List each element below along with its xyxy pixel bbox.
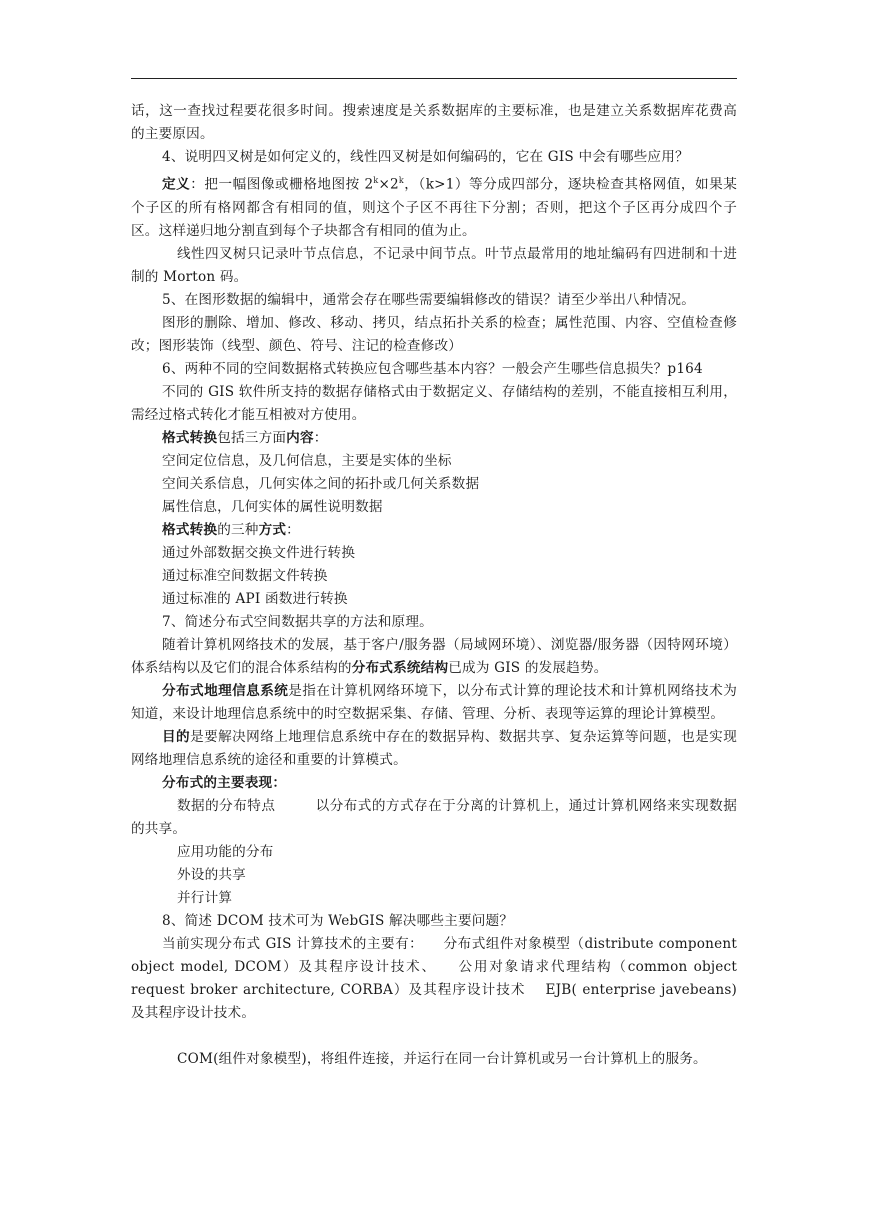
q6-content-item-1: 空间定位信息，及几何信息，主要是实体的坐标 (162, 452, 452, 469)
q6-content-item-3: 属性信息，几何实体的属性说明数据 (162, 498, 383, 515)
q7-expressions-heading: 分布式的主要表现： (162, 774, 287, 791)
q7-expression-3: 外设的共享 (177, 866, 246, 883)
q6-method-heading: 格式转换的三种方式： (162, 521, 300, 538)
header-rule (131, 78, 737, 79)
question-8: 8、简述 DCOM 技术可为 WebGIS 解决哪些主要问题？ (162, 912, 514, 929)
q4-definition-label: 定义 (162, 176, 191, 193)
q8-com: COM(组件对象模型)，将组件连接，并运行在同一台计算机或另一台计算机上的服务。 (177, 1050, 707, 1067)
q4-linear-quadtree: 线性四叉树只记录叶节点信息，不记录中间节点。叶节点最常用的地址编码有四进制和十进制的 Morton 码。 (131, 245, 737, 285)
question-4: 4、说明四叉树是如何定义的，线性四叉树是如何编码的，它在 GIS 中会有哪些应用？ (162, 149, 689, 165)
q7-paragraph-3: 目的是要解决网络上地理信息系统中存在的数据异构、数据共享、复杂运算等问题，也是实现网络地理信息系统的途径和重要的计算模式。 (131, 728, 737, 768)
blank-line (131, 1025, 737, 1048)
q6-intro: 不同的 GIS 软件所支持的数据存储格式由于数据定义、存储结构的差别，不能直接相互利用，需经过格式转化才能互相被对方使用。 (131, 383, 737, 423)
q7-expression-4: 并行计算 (177, 889, 233, 906)
q6-content-heading: 格式转换包括三方面内容： (162, 429, 328, 446)
q4-definition: 定义：把一幅图像或栅格地图按 $2^k\times 2^k$，（k>1）等分成四部分，逐块检查其格网值，如果某个子区的所有格网都含有相同的值，则这个子区不再往下分割；否则，把这个子区再分成四个子区。这样递归地分割直到每个子块都含有相同的值为止。 (131, 176, 737, 239)
document-body (131, 100, 737, 1071)
question-7: 7、简述分布式空间数据共享的方法和原理。 (162, 613, 433, 630)
q7-expression-1: 数据的分布特点 以分布式的方式存在于分离的计算机上，通过计算机网络来实现数据的共享。 (131, 797, 738, 837)
q6-method-item-3: 通过标准的 API 函数进行转换 (162, 590, 348, 607)
q7-paragraph-1: 随着计算机网络技术的发展，基于客户/服务器（局域网环境）、浏览器/服务器（因特网环境）体系结构以及它们的混合体系结构的分布式系统结构已成为 GIS 的发展趋势。 (131, 636, 737, 676)
q7-paragraph-2: 分布式地理信息系统是指在计算机网络环境下，以分布式计算的理论技术和计算机网络技术为知道，来设计地理信息系统中的时空数据采集、存储、管理、分析、表现等运算的理论计算模型。 (131, 682, 737, 722)
question-6: 6、两种不同的空间数据格式转换应包含哪些基本内容？一般会产生哪些信息损失？p164 (162, 360, 703, 377)
q6-content-item-2: 空间关系信息，几何实体之间的拓扑或几何关系数据 (162, 475, 480, 492)
q8-paragraph-1: 当前实现分布式 GIS 计算技术的主要有： 分布式组件对象模型（distribute component object model, DCOM）及其程序设计技术、 公用对象请求代理结构（common object request broker architecture, CORBA）及其程序设计技术 EJB( enterprise javebeans)及其程序设计技术。 (131, 935, 737, 1021)
q5-answer: 图形的删除、增加、修改、移动、拷贝，结点拓扑关系的检查；属性范围、内容、空值检查修改；图形装饰（线型、颜色、符号、注记的检查修改） (131, 314, 737, 354)
q7-expression-2: 应用功能的分布 (177, 843, 274, 860)
paragraph-continuation: 话，这一查找过程要花很多时间。搜索速度是关系数据库的主要标准，也是建立关系数据库花费高的主要原因。 (131, 103, 737, 142)
q6-method-item-1: 通过外部数据交换文件进行转换 (162, 544, 356, 561)
question-5: 5、在图形数据的编辑中，通常会存在哪些需要编辑修改的错误？请至少举出八种情况。 (162, 291, 696, 308)
q6-method-item-2: 通过标准空间数据文件转换 (162, 567, 328, 584)
